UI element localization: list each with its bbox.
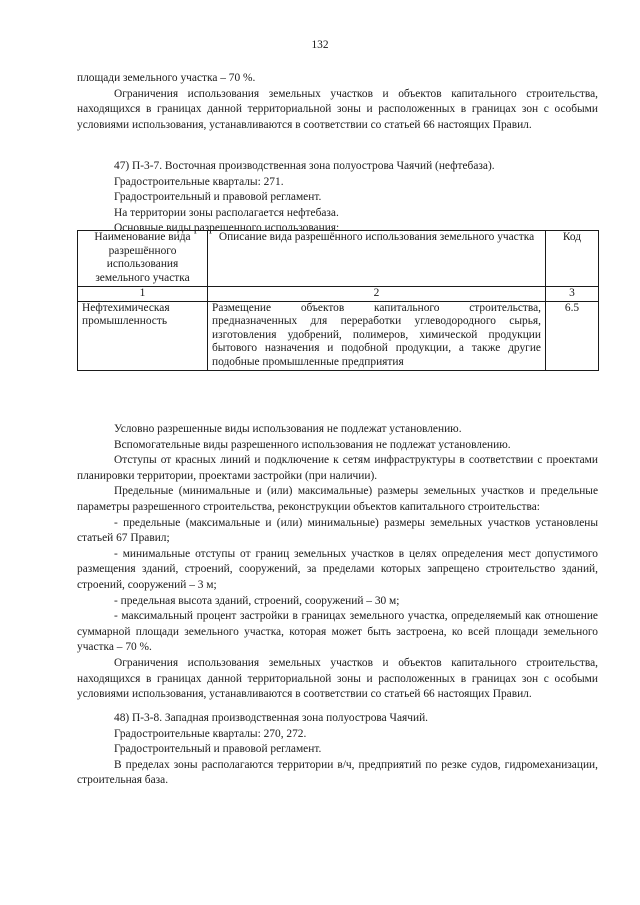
header-cell-name: Наименование вида разрешённого использования земельного участка: [78, 231, 208, 287]
use-description-cell: Размещение объектов капитального строительства, предназначенных для переработки углеводородного сырья, изготовления удобрений, полимеров, химической продукции бытового назначения и подобной продукции, а также другие подобные промышленные предприятия: [208, 301, 546, 370]
top-section: [77, 71, 598, 133]
auxiliary-uses: Вспомогательные виды разрешенного использования не подлежат установлению.: [114, 438, 511, 451]
zone48-quarters: Градостроительные кварталы: 270, 272.: [114, 727, 307, 740]
number-cell: 2: [208, 287, 546, 302]
restrictions-paragraph: Ограничения использования земельных участков и объектов капитального строительства, находящихся в границах данной территориальной зоны и расположенных в границах зон с особыми условиями использования, устанавливаются в соответствии со статьей 66 настоящих Правил.: [77, 656, 598, 701]
limit-item: - предельные (максимальные и (или) минимальные) размеры земельных участков установлены статьей 67 Правил;: [77, 516, 598, 545]
zone47-regulation: Градостроительный и правовой регламент.: [114, 191, 322, 204]
zone47-territory: На территории зоны располагается нефтебаза.: [114, 206, 339, 219]
zone47-main-uses-label: Основные виды разрешенного использования:: [114, 222, 340, 235]
setbacks-paragraph: Отступы от красных линий и подключение к сетям инфраструктуры в соответствии с проектами планировки территории, проектами застройки (при наличии).: [77, 454, 598, 482]
zone48-section: [77, 711, 598, 789]
header-cell-code: Код: [546, 231, 599, 287]
zone48-heading: 48) П-3-8. Западная производственная зона полуострова Чаячий.: [114, 712, 429, 724]
limit-item: - минимальные отступы от границ земельных участков в целях определения мест допустимого размещения зданий, строений, сооружений, за пределами которых запрещено строительство зданий, строений, сооружений – 3 м;: [77, 547, 598, 591]
zone47-body: [77, 422, 598, 703]
number-cell: 1: [78, 287, 208, 302]
permitted-uses-table: [77, 230, 599, 371]
table-number-row: [78, 287, 599, 302]
restrictions-paragraph: Ограничения использования земельных участков и объектов капитального строительства, находящихся в границах данной территориальной зоны и расположенных в границах зон с особыми условиями использования, устанавливаются в соответствии со статьей 66 настоящих Правил.: [77, 87, 598, 131]
zone47-quarters: Градостроительные кварталы: 271.: [114, 175, 284, 188]
limit-item: - максимальный процент застройки в границах земельного участка, определяемый как отношение суммарной площади земельного участка, которая может быть застроена, ко всей площади земельного участка – 70 %.: [77, 610, 598, 654]
table-row: [78, 301, 599, 370]
zone47-heading: 47) П-3-7. Восточная производственная зона полуострова Чаячий (нефтебаза).: [114, 160, 495, 172]
conditional-uses: Условно разрешенные виды использования не подлежат установлению.: [114, 423, 462, 435]
zone47-header: [77, 159, 598, 237]
tail-line: площади земельного участка – 70 %.: [77, 72, 256, 84]
use-code-cell: 6.5: [546, 301, 599, 370]
zone48-regulation: Градостроительный и правовой регламент.: [114, 743, 322, 756]
zone48-territory: В пределах зоны располагаются территории в/ч, предприятий по резке судов, гидромеханизации, строительная база.: [77, 758, 598, 787]
limits-intro: Предельные (минимальные и (или) максимальные) размеры земельных участков и предельные параметры разрешенного строительства, реконструкции объектов капитального строительства:: [77, 485, 598, 513]
table-header-row: [78, 231, 599, 287]
use-name-cell: Нефтехимическая промышленность: [78, 301, 208, 370]
number-cell: 3: [546, 287, 599, 302]
page-number: 132: [311, 39, 329, 51]
header-cell-description: Описание вида разрешённого использования земельного участка: [208, 231, 546, 287]
limit-item: - предельная высота зданий, строений, сооружений – 30 м;: [114, 594, 400, 607]
